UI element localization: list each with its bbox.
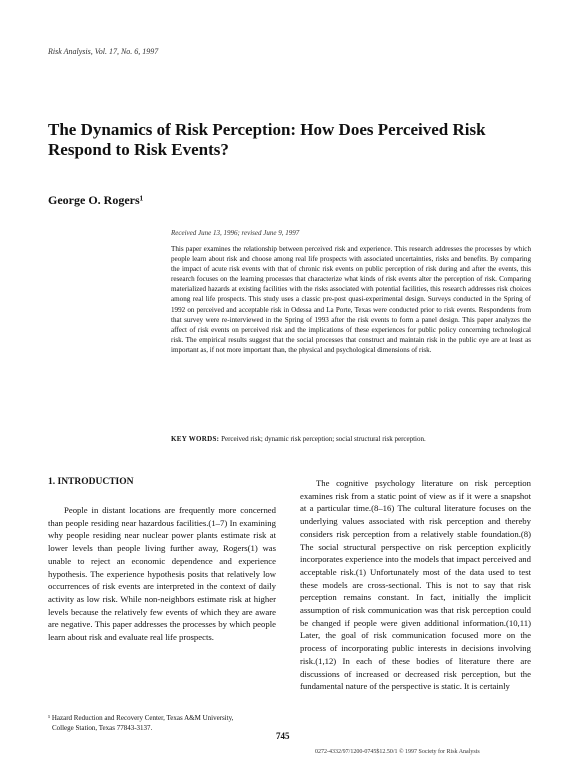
page-number: 745 [276, 731, 290, 741]
journal-citation: Risk Analysis, Vol. 17, No. 6, 1997 [48, 47, 159, 56]
left-column [48, 504, 276, 644]
author-name: George O. Rogers¹ [48, 193, 144, 207]
paper-title: The Dynamics of Risk Perception: How Does Perceived Risk Respond to Risk Events? [48, 120, 486, 159]
keywords-label: KEY WORDS: [171, 435, 220, 443]
footnote-line: ¹ Hazard Reduction and Recovery Center, Texas A&M University, [48, 714, 234, 722]
paragraph: People in distant locations are frequently more concerned than people residing near hazardous facilities.(1–7) In examining why people residing near nuclear power plants estimate risk at lower levels than people living further away, Rogers(1) was unable to reject an economic dependence and experience hypothesis. The experience hypothesis posits that relatively low occurrences of risk events are interpreted in the context of daily activity as low risk. While non-neighbors estimate risk at higher levels because the relatively few events of which they are aware are negative. This paper addresses the processes by which people learn about risk and evaluate real life prospects. [48, 505, 276, 643]
keywords-text: Perceived risk; dynamic risk perception; social structural risk perception. [221, 435, 426, 443]
paragraph: The cognitive psychology literature on risk perception examines risk from a static point of view as if it were a snapshot at a particular time.(8–16) The cultural literature focuses on the underlying values associated with risk perception and thereby considers risk perception from a relatively stable foundation.(8) The social structural perspective on risk perception explicitly incorporates experience into the models that impact perceived and acceptable risk.(1) Unfortunately most of the data used to test these models are cross-sectional. This is not to say that risk perception remains constant. In fact, initially the implicit assumption of risk communication was that risk perception could be changed if people were given additional information.(10,11) Later, the goal of risk communication focused more on the process of incorporating public interests in decisions involving risk.(1,12) In each of these bodies of literature there are discussions of increased or decreased risk perception, but the fundamental nature of the perspective is static. It is certainly [300, 478, 531, 692]
right-column [300, 477, 531, 693]
received-dates: Received June 13, 1996; revised June 9, 1997 [171, 229, 300, 237]
section-heading: 1. INTRODUCTION [48, 477, 134, 487]
footnote-line: College Station, Texas 77843-3137. [52, 724, 153, 732]
keywords [171, 435, 531, 443]
footnote [48, 713, 276, 733]
copyright-line: 0272-4332/97/1200-0745$12.50/1 © 1997 Society for Risk Analysis [315, 749, 480, 755]
abstract: This paper examines the relationship between perceived risk and experience. This research addresses the processes by which people learn about risk and choose among real life prospects with associated uncertainties, risks and benefits. By comparing the impact of acute risk events with that of chronic risk events on public perception of risk during and after the events, this research focuses on the learning processes that characterize what kinds of risk events alter the perception of risk. Comparing materialized hazards at existing facilities with the risks associated with potential facilities, this research addresses risk choices among real life prospects. This study uses a classic pre-post quasi-experimental design. Surveys conducted in the Spring of 1992 on perceived and acceptable risk in Odessa and La Porte, Texas were conducted prior to risk events. Respondents from that survey were re-interviewed in the Spring of 1993 after the risk events to form a panel design. This paper analyzes the affect of risk events on perceived risk and the implications of these experiences for public policy concerning technological risk. The empirical results suggest that the social processes that construct and maintain risk in the public eye are at least as important as, if not more important than, the physical and psychological dimensions of risk. [171, 245, 531, 354]
